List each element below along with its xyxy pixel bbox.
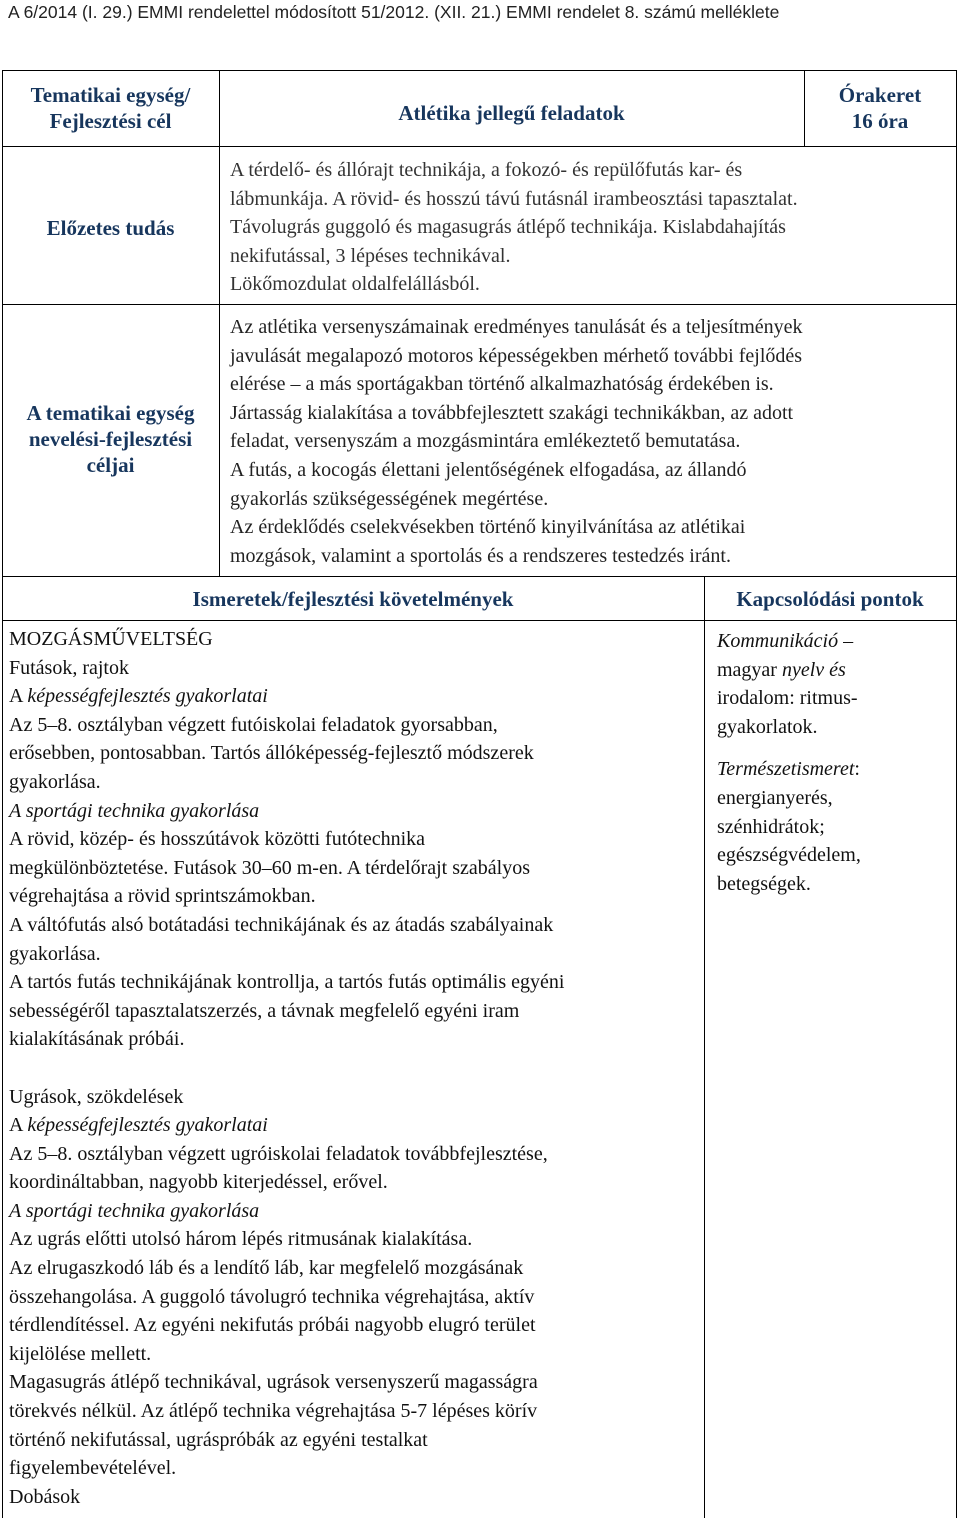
text-line: Az elrugaszkodó láb és a lendítő láb, kar megfelelő mozgásának: [9, 1257, 524, 1280]
text-line: Az 5–8. osztályban végzett futóiskolai feladatok gyorsabban,: [9, 713, 498, 736]
text-line: irodalom: ritmus-: [717, 687, 858, 710]
text-line: A sportági technika gyakorlása: [9, 1199, 260, 1222]
hours-label: Órakeret: [838, 83, 922, 107]
row-divider-4: [2, 620, 957, 621]
text-line: nekifutással, 3 lépéses technikával.: [230, 244, 511, 267]
text-line: energianyerés,: [717, 786, 833, 809]
text-line: lábmunkája. A rövid- és hosszú távú futásnál irambeosztási tapasztalat.: [230, 187, 798, 210]
text-line: Jártasság kialakítása a továbbfejlesztett szakági technikákban, az adott: [230, 401, 794, 424]
requirements-text: [9, 625, 564, 1511]
text-line: A térdelő- és állórajt technikája, a fokozó- és repülőfutás kar- és: [230, 159, 743, 181]
text-line: Az ugrás előtti utolsó három lépés ritmusának kialakítása.: [9, 1228, 473, 1251]
links-column-divider: [704, 576, 705, 1518]
text-line: történő nekifutással, ugráspróbák az egyéni testalkat: [9, 1428, 428, 1451]
label-line: céljai: [86, 453, 135, 477]
section-heading: MOZGÁSMŰVELTSÉG: [9, 628, 213, 650]
label-line: Fejlesztési cél: [49, 109, 172, 133]
text-line: gyakorlása.: [9, 770, 101, 793]
text-line: Természetismeret:: [717, 758, 860, 781]
hours-value: 16 óra: [851, 109, 909, 133]
text-line: Távolugrás guggoló és magasugrás átlépő technikája. Kislabdahajítás: [230, 216, 786, 239]
table-border-top: [2, 70, 957, 71]
prior-knowledge-text: [230, 156, 798, 299]
table-border-right: [956, 70, 957, 1518]
document-header: A 6/2014 (I. 29.) EMMI rendelettel módosított 51/2012. (XII. 21.) EMMI rendelet 8. számú melléklete: [8, 2, 780, 22]
text-line: Magasugrás átlépő technikával, ugrások versenyszerű magasságra: [9, 1371, 538, 1394]
text-line: javulását megalapozó motoros képességekben mérhető további fejlődés: [230, 344, 803, 367]
text-line: A sportági technika gyakorlása: [9, 799, 260, 822]
text-line: megkülönböztetése. Futások 30–60 m-en. A térdelőrajt szabályos: [9, 856, 530, 879]
text-line: Az atlétika versenyszámainak eredményes tanulását és a teljesítmények: [230, 316, 803, 338]
blank-line: [9, 1054, 564, 1083]
label-line: A tematikai egység: [26, 401, 195, 425]
hours-cell: [804, 82, 956, 134]
text-line: szénhidrátok;: [717, 815, 825, 838]
text-line: mozgások, valamint a sportolás és a rendszeres testedzés iránt.: [230, 544, 731, 567]
text-line: egészségvédelem,: [717, 844, 861, 867]
text-line: gyakorlás szükségességének megértése.: [230, 487, 549, 510]
text-line: Az érdeklődés cselekvésekben történő kinyilvánítása az atlétikai: [230, 516, 746, 539]
text-line: Futások, rajtok: [9, 656, 129, 679]
text-line: sebességéről tapasztalatszerzés, a távnak megfelelő egyéni iram: [9, 999, 520, 1022]
text-line: kialakításának próbái.: [9, 1028, 185, 1051]
goals-text: [230, 313, 803, 570]
text-line: koordináltabban, nagyobb kiterjedéssel, erővel.: [9, 1171, 388, 1194]
text-line: A futás, a kocogás élettani jelentőségének elfogadása, az állandó: [230, 458, 747, 481]
text-line: törekvés nélkül. Az átlépő technika végrehajtása 5-7 lépéses körív: [9, 1400, 538, 1423]
text-line: figyelembevételével.: [9, 1457, 177, 1480]
text-line: elérése – a más sportágakban történő alkalmazhatóság érdekében is.: [230, 373, 774, 396]
text-line: térdlendítéssel. Az egyéni nekifutás próbái nagyobb elugró terület: [9, 1314, 536, 1337]
text-line: végrehajtása a rövid sprintszámokban.: [9, 885, 316, 908]
text-line: A tartós futás technikájának kontrollja, a tartós futás optimális egyéni: [9, 971, 565, 994]
table-border-left: [2, 70, 3, 1518]
text-line: Ugrások, szökdelések: [9, 1085, 184, 1108]
unit-title: Atlétika jellegű feladatok: [398, 101, 625, 125]
text-line: A képességfejlesztés gyakorlatai: [9, 685, 268, 708]
text-line: A rövid, közép- és hosszútávok közötti futótechnika: [9, 828, 426, 851]
text-line: Kommunikáció –: [717, 630, 854, 652]
text-line: erősebben, pontosabban. Tartós állóképesség-fejlesztő módszerek: [9, 742, 534, 765]
label-line: nevelési-fejlesztési: [28, 427, 193, 451]
row-divider-3: [2, 576, 957, 577]
connections-text: [717, 627, 861, 898]
text-line: feladat, versenyszám a mozgásmintára emlékeztető bemutatása.: [230, 430, 741, 453]
label-elozetes-tudas: Előzetes tudás: [46, 216, 175, 240]
text-line: kijelölése mellett.: [9, 1342, 152, 1365]
row-divider-2: [2, 304, 957, 305]
label-line: Tematikai egység/: [30, 83, 191, 107]
text-line: Lökőmozdulat oldalfelállásból.: [230, 273, 480, 296]
requirements-header: Ismeretek/fejlesztési követelmények: [192, 587, 514, 611]
text-line: összehangolása. A guggoló távolugró technika végrehajtása, aktív: [9, 1285, 535, 1308]
label-celjai: [2, 400, 219, 478]
blank-line: [717, 741, 861, 755]
text-line: Az 5–8. osztályban végzett ugróiskolai feladatok továbbfejlesztése,: [9, 1142, 548, 1165]
connections-header: Kapcsolódási pontok: [736, 587, 924, 611]
label-tematikai-egyseg: [2, 82, 219, 134]
text-line: A váltófutás alsó botátadási technikájának és az átadás szabályainak: [9, 913, 554, 936]
text-line: Dobások: [9, 1485, 81, 1508]
text-line: gyakorlása.: [9, 942, 101, 965]
text-line: betegségek.: [717, 872, 811, 895]
text-line: magyar nyelv és: [717, 658, 846, 681]
text-line: A képességfejlesztés gyakorlatai: [9, 1114, 268, 1137]
text-line: gyakorlatok.: [717, 715, 818, 738]
row-divider-1: [2, 146, 957, 147]
